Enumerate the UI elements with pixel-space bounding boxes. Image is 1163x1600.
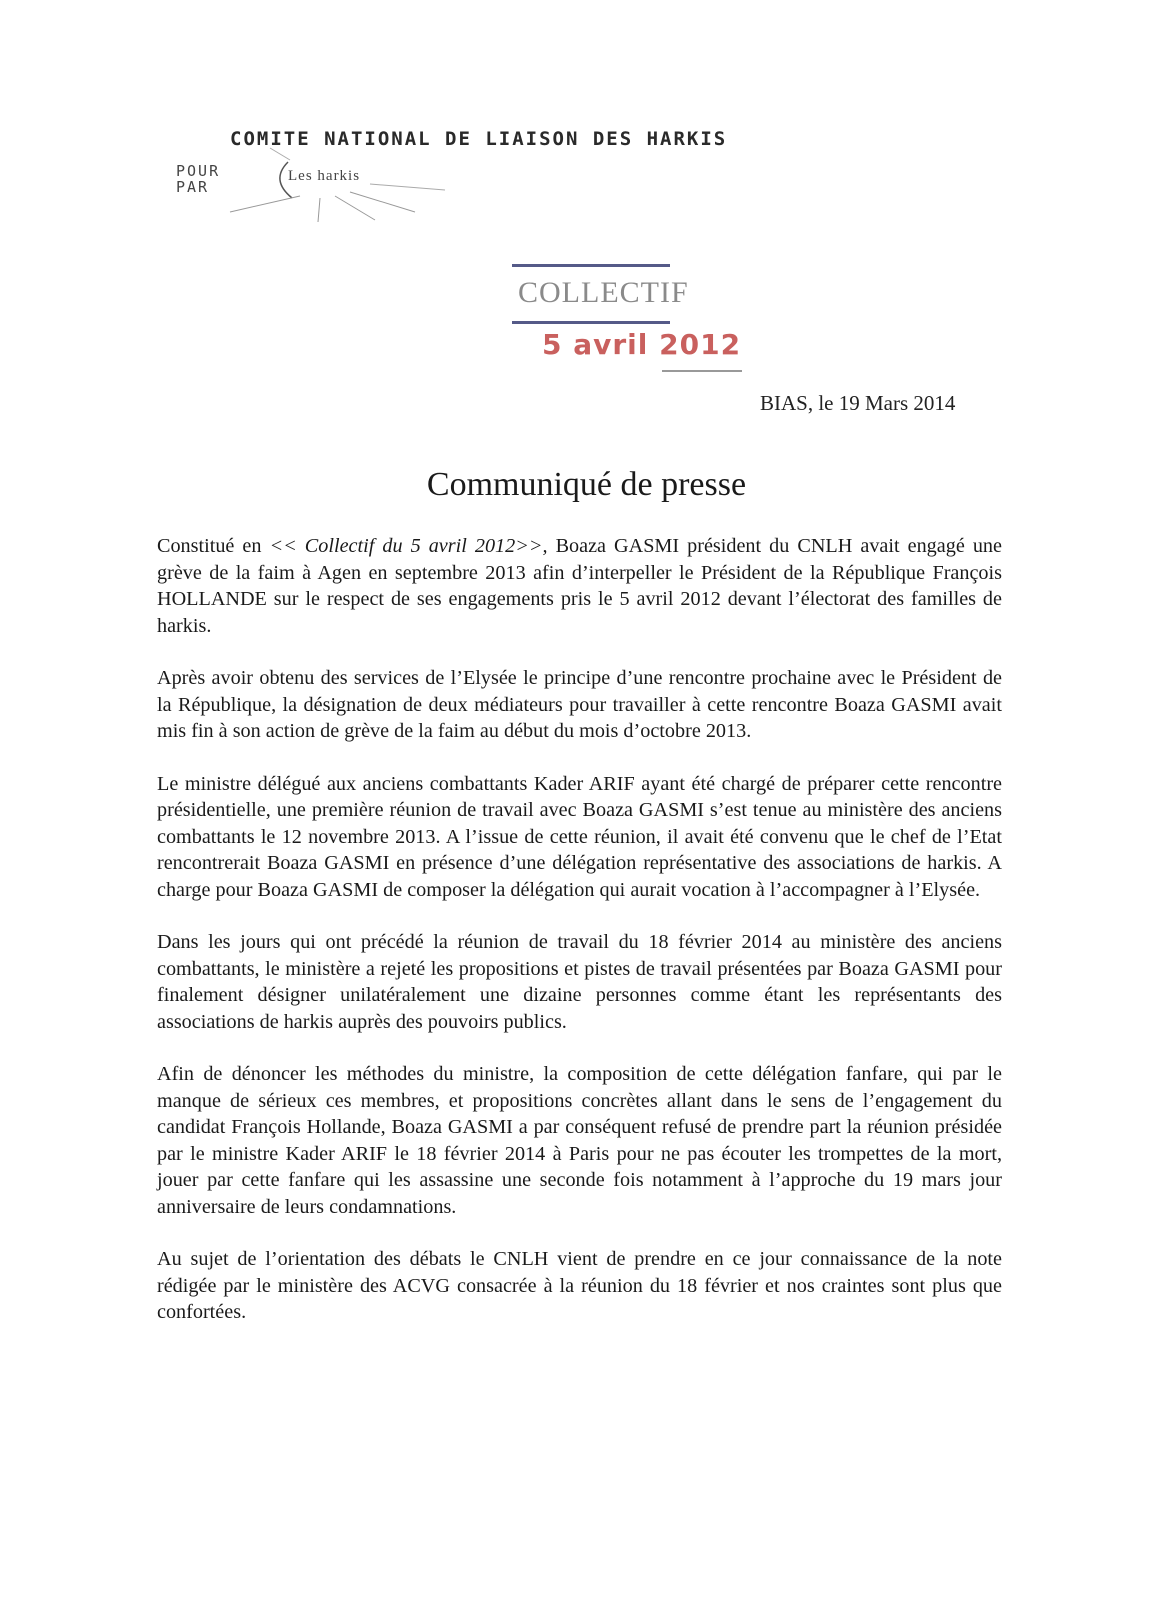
collectif-top-rule bbox=[512, 264, 670, 267]
paragraph-5: Afin de dénoncer les méthodes du ministre, la composition de cette délégation fanfare, qui par le manque de sérieux ces membres, et propositions concrètes allant dans le sens de l’engagement du candidat François Hollande, Boaza GASMI a par conséquent refusé de prendre part la réunion présidée par le ministre Kader ARIF le 18 février 2014 à Paris pour ne pas écouter les trompettes de la mort, jouer par cette fanfare qui les assassine une seconde fois notamment à l’approche du 19 mars jour anniversaire de leurs condamnations. bbox=[157, 1063, 1002, 1218]
paragraph-2: Après avoir obtenu des services de l’Elysée le principe d’une rencontre prochaine avec le Président de la République, la désignation de deux médiateurs pour travailler à cette rencontre Boaza GASMI avait mis fin à son action de grève de la faim au début du mois d’octobre 2013. bbox=[157, 667, 1002, 742]
collectif-stamp bbox=[512, 264, 752, 384]
collectif-title: COLLECTIF bbox=[518, 276, 689, 309]
logo-harkis-text: Les harkis bbox=[288, 168, 361, 184]
paragraph-1 bbox=[157, 533, 1002, 639]
paragraph-3: Le ministre délégué aux anciens combattants Kader ARIF ayant été chargé de préparer cette rencontre présidentielle, une première réunion de travail avec Boaza GASMI s’est tenue au ministère des anciens combattants le 12 novembre 2013. A l’issue de cette réunion, il avait été convenu que le chef de l’Etat rencontrerait Boaza GASMI en présence d’une délégation représentative des associations de harkis. A charge pour Boaza GASMI de composer la délégation qui aurait vocation à l’accompagner à l’Elysée. bbox=[157, 772, 1002, 901]
press-release-body bbox=[157, 533, 1002, 1352]
collectif-middle-rule bbox=[512, 321, 670, 324]
paragraph-4: Dans les jours qui ont précédé la réunion de travail du 18 février 2014 au ministère des anciens combattants, le ministère a rejeté les propositions et pistes de travail présentées par Boaza GASMI pour finalement désigner unilatéralement une dizaine personnes comme étant les représentants des associations de harkis auprès des pouvoirs publics. bbox=[157, 931, 1002, 1033]
page-title: Communiqué de presse bbox=[426, 466, 747, 503]
organization-header: COMITE NATIONAL DE LIAISON DES HARKIS bbox=[230, 128, 728, 150]
logo-pour-text: POUR bbox=[176, 162, 221, 180]
paragraph-6: Au sujet de l’orientation des débats le CNLH vient de prendre en ce jour connaissance de la note rédigée par le ministère des ACVG consacrée à la réunion du 18 février et nos craintes sont plus que confortées. bbox=[157, 1248, 1002, 1323]
sun-rays-icon bbox=[170, 140, 460, 230]
place-date: BIAS, le 19 Mars 2014 bbox=[760, 391, 956, 415]
paragraph-1-collectif-name: << Collectif du 5 avril 2012>>, bbox=[269, 535, 548, 557]
collectif-date: 5 avril 2012 bbox=[542, 328, 742, 361]
collectif-bottom-rule bbox=[662, 370, 742, 372]
paragraph-1-rest: Boaza GASMI président du CNLH avait engagé une grève de la faim à Agen en septembre 2013 afin d’interpeller le Président de la République François HOLLANDE sur le respect de ses engagements pris le 5 avril 2012 devant l’électorat des familles de harkis. bbox=[157, 535, 1002, 637]
paragraph-1-prefix: Constitué en bbox=[157, 535, 270, 557]
organization-logo bbox=[170, 140, 460, 230]
logo-par-text: PAR bbox=[176, 178, 210, 196]
